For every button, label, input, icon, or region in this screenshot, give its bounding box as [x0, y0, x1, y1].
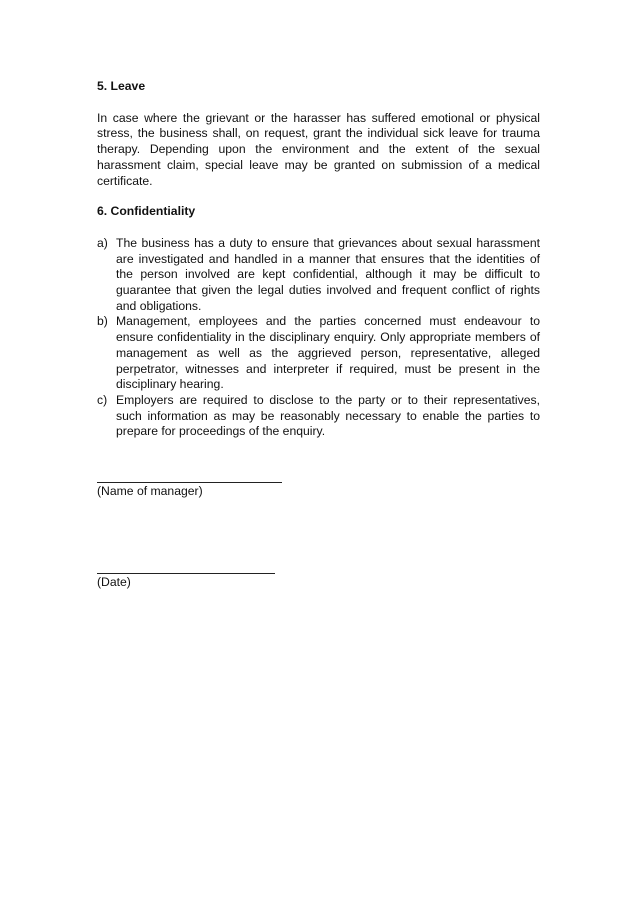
list-item [97, 393, 540, 440]
leave-paragraph: In case where the grievant or the harasser has suffered emotional or physical stress, the business shall, on request, grant the individual sick leave for trauma therapy. Depending upon the environment and the extent of the sexual harassment claim, special leave may be granted on submission of a medical certificate. [97, 110, 540, 188]
list-marker: a) [97, 235, 108, 250]
section-heading-confidentiality: 6. Confidentiality [97, 204, 196, 219]
manager-signature-label: (Name of manager) [97, 484, 203, 498]
list-item-text: The business has a duty to ensure that grievances about sexual harassment are investigated and handled in a manner that ensures that the identities of the person involved are kept confidential, although it may be difficult to guarantee that given the legal duties involved and frequent conflict of rights and obligations. [116, 235, 540, 313]
manager-signature-block [97, 482, 282, 500]
date-signature-label: (Date) [97, 575, 131, 589]
date-signature-line [97, 573, 275, 574]
list-item-text: Management, employees and the parties concerned must endeavour to ensure confidentiality in the disciplinary enquiry. Only appropriate members of management as well as the aggrieved person, representative, alleged perpetrator, witnesses and interpreter if required, must be present in the disciplinary hearing. [116, 314, 540, 392]
manager-signature-line [97, 482, 282, 483]
list-item [97, 236, 540, 315]
date-signature-block [97, 573, 275, 591]
list-item-text: Employers are required to disclose to the party or to their representatives, such information as may be reasonably necessary to enable the parties to prepare for proceedings of the enquiry. [116, 392, 540, 439]
document-body [97, 79, 540, 440]
list-marker: c) [97, 392, 108, 407]
list-item [97, 314, 540, 393]
section-heading-leave: 5. Leave [97, 79, 146, 93]
list-marker: b) [97, 314, 108, 329]
confidentiality-list [97, 236, 540, 440]
